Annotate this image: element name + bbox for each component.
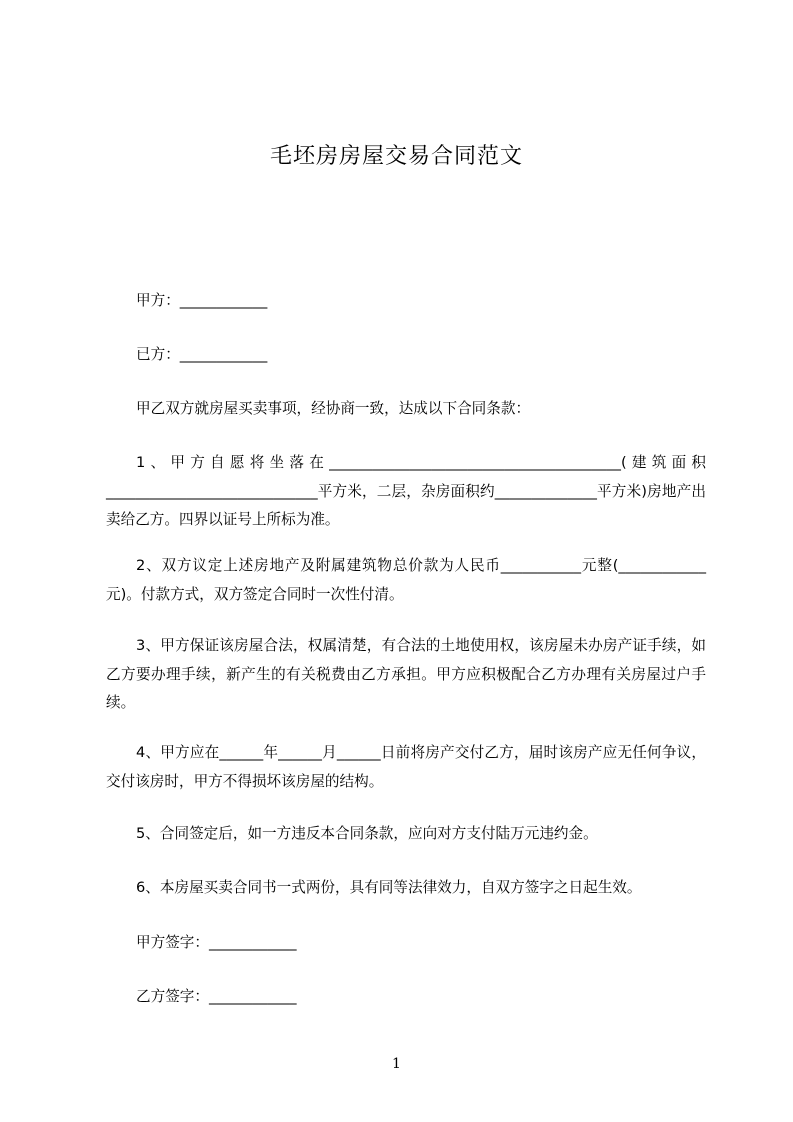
party-a-line: 甲方：____________: [136, 292, 268, 309]
clause-5: 5、合同签定后，如一方违反本合同条款，应向对方支付陆万元违约金。: [136, 825, 598, 842]
party-b-line: 已方：____________: [136, 346, 268, 363]
clause-2: 2、双方议定上述房地产及附属建筑物总价款为人民币___________元整(____________元)。付款方式，双方签定合同时一次性付清。: [106, 557, 706, 603]
clause-6: 6、本房屋买卖合同书一式两份，具有同等法律效力，自双方签字之日起生效。: [136, 879, 642, 896]
clause-4: 4、甲方应在______年______月______日前将房产交付乙方，届时该房产应无任何争议，交付该房时，甲方不得损坏该房屋的结构。: [106, 744, 706, 790]
signature-party-a: 甲方签字：____________: [136, 934, 297, 951]
clause-1: 1、甲方自愿将坐落在________________________________________(建筑面积_____________________________平方米，二层，杂房面积约______________平方米)房地产出卖给乙方。四界以证号上所标为准。: [106, 454, 706, 528]
signature-party-b: 乙方签字：____________: [136, 988, 297, 1005]
document-title: 毛坯房房屋交易合同范文: [269, 144, 523, 169]
page-number: 1: [392, 1056, 401, 1072]
intro-paragraph: 甲乙双方就房屋买卖事项，经协商一致，达成以下合同条款：: [136, 400, 531, 417]
clause-3: 3、甲方保证该房屋合法，权属清楚，有合法的土地使用权，该房屋未办房产证手续，如乙方要办理手续，新产生的有关税费由乙方承担。甲方应积极配合乙方办理有关房屋过户手续。: [106, 637, 706, 711]
